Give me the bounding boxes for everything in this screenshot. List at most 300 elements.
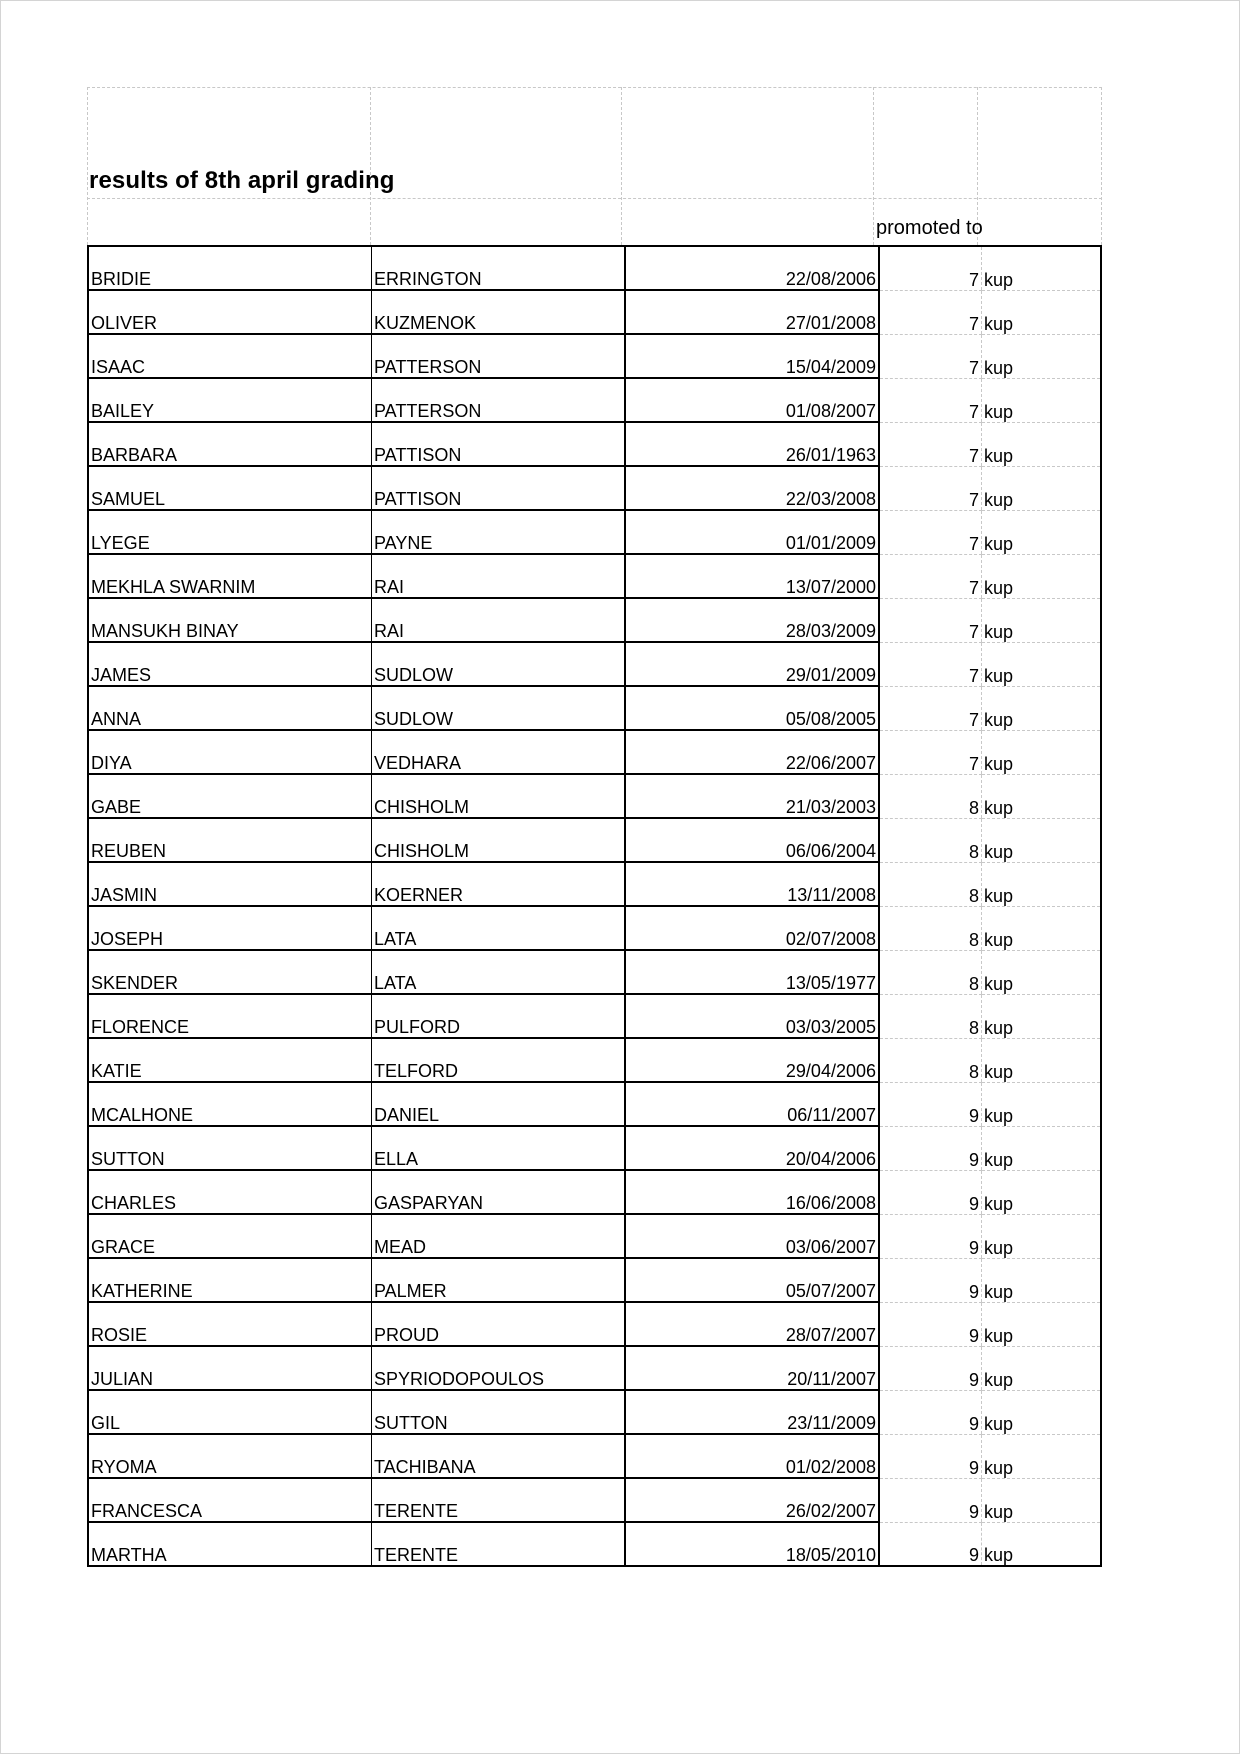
first-name-cell	[88, 774, 372, 818]
first-name-cell	[88, 1214, 372, 1258]
date-of-birth-text: 22/08/2006	[785, 269, 876, 289]
last-name-cell	[372, 818, 626, 862]
first-name-cell	[88, 1346, 372, 1390]
grade-unit-cell	[982, 1214, 1102, 1258]
first-name-cell	[88, 1038, 372, 1082]
date-of-birth-cell	[625, 290, 879, 334]
first-name-text: SAMUEL	[91, 489, 166, 509]
table-row	[88, 1258, 1101, 1302]
first-name-cell	[88, 1522, 372, 1566]
grade-unit-cell	[982, 818, 1102, 862]
last-name-cell	[372, 598, 626, 642]
last-name-text: KOERNER	[374, 885, 464, 905]
table-row	[88, 730, 1101, 774]
grade-unit-text: kup	[984, 1369, 1014, 1390]
first-name-cell	[88, 1082, 372, 1126]
last-name-text: RAI	[374, 577, 405, 597]
first-name-cell	[88, 686, 372, 730]
grade-number-text: 9	[968, 1369, 979, 1390]
grade-unit-text: kup	[984, 1061, 1014, 1082]
table-row	[88, 1346, 1101, 1390]
gridline	[87, 87, 1102, 88]
last-name-text: LATA	[374, 973, 417, 993]
grade-unit-cell	[982, 950, 1102, 994]
table-row	[88, 554, 1101, 598]
grade-number-cell	[879, 1170, 982, 1214]
first-name-cell	[88, 1434, 372, 1478]
first-name-cell	[88, 1478, 372, 1522]
grade-number-text: 7	[968, 357, 979, 378]
first-name-cell	[88, 994, 372, 1038]
grade-number-cell	[879, 950, 982, 994]
last-name-cell	[372, 1390, 626, 1434]
grade-number-cell	[879, 1390, 982, 1434]
first-name-text: BARBARA	[91, 445, 178, 465]
first-name-text: JASMIN	[91, 885, 158, 905]
grade-unit-cell	[982, 1390, 1102, 1434]
grade-unit-text: kup	[984, 269, 1014, 290]
date-of-birth-cell	[625, 1478, 879, 1522]
date-of-birth-text: 28/07/2007	[785, 1325, 876, 1345]
last-name-cell	[372, 1038, 626, 1082]
date-of-birth-text: 06/11/2007	[787, 1105, 876, 1125]
date-of-birth-text: 22/06/2007	[785, 753, 876, 773]
first-name-text: REUBEN	[91, 841, 167, 861]
grade-number-cell	[879, 686, 982, 730]
grade-unit-text: kup	[984, 1237, 1014, 1258]
table-row	[88, 466, 1101, 510]
first-name-cell	[88, 510, 372, 554]
first-name-text: MANSUKH BINAY	[91, 621, 239, 641]
grade-unit-text: kup	[984, 577, 1014, 598]
date-of-birth-text: 02/07/2008	[785, 929, 876, 949]
last-name-cell	[372, 378, 626, 422]
table-row	[88, 1522, 1101, 1566]
grade-unit-text: kup	[984, 489, 1014, 510]
last-name-text: PULFORD	[374, 1017, 461, 1037]
last-name-text: CHISHOLM	[374, 841, 470, 861]
date-of-birth-cell	[625, 1038, 879, 1082]
date-of-birth-text: 16/06/2008	[785, 1193, 876, 1213]
grade-unit-text: kup	[984, 665, 1014, 686]
date-of-birth-text: 01/02/2008	[785, 1457, 876, 1477]
table-row	[88, 598, 1101, 642]
last-name-text: RAI	[374, 621, 405, 641]
grade-unit-text: kup	[984, 709, 1014, 730]
gridline	[873, 87, 874, 245]
date-of-birth-text: 13/11/2008	[787, 885, 876, 905]
date-of-birth-text: 03/06/2007	[785, 1237, 876, 1257]
grade-number-text: 9	[968, 1545, 979, 1565]
last-name-text: PATTISON	[374, 445, 462, 465]
grade-number-text: 7	[968, 401, 979, 422]
date-of-birth-text: 26/01/1963	[785, 445, 876, 465]
grade-number-text: 8	[968, 797, 979, 818]
last-name-cell	[372, 1346, 626, 1390]
grade-unit-text: kup	[984, 1501, 1014, 1522]
grade-number-cell	[879, 818, 982, 862]
date-of-birth-cell	[625, 906, 879, 950]
table-row	[88, 1038, 1101, 1082]
first-name-text: ROSIE	[91, 1325, 148, 1345]
table-row	[88, 994, 1101, 1038]
first-name-text: CHARLES	[91, 1193, 177, 1213]
grade-unit-cell	[982, 1126, 1102, 1170]
date-of-birth-text: 03/03/2005	[785, 1017, 876, 1037]
date-of-birth-cell	[625, 1390, 879, 1434]
last-name-text: ELLA	[374, 1149, 419, 1169]
grade-unit-text: kup	[984, 533, 1014, 554]
last-name-cell	[372, 1434, 626, 1478]
last-name-cell	[372, 642, 626, 686]
first-name-cell	[88, 422, 372, 466]
grade-number-text: 8	[968, 841, 979, 862]
first-name-cell	[88, 642, 372, 686]
first-name-text: DIYA	[91, 753, 132, 773]
table-row	[88, 334, 1101, 378]
date-of-birth-text: 20/04/2006	[785, 1149, 876, 1169]
date-of-birth-cell	[625, 730, 879, 774]
first-name-text: SKENDER	[91, 973, 179, 993]
grade-unit-text: kup	[984, 445, 1014, 466]
grade-number-text: 8	[968, 1061, 979, 1082]
grade-number-text: 7	[968, 709, 979, 730]
first-name-cell	[88, 1390, 372, 1434]
last-name-text: GASPARYAN	[374, 1193, 484, 1213]
last-name-cell	[372, 1522, 626, 1566]
date-of-birth-text: 13/05/1977	[785, 973, 876, 993]
date-of-birth-text: 26/02/2007	[785, 1501, 876, 1521]
date-of-birth-cell	[625, 466, 879, 510]
last-name-cell	[372, 510, 626, 554]
gridline	[87, 198, 1102, 199]
grade-number-cell	[879, 1302, 982, 1346]
grade-number-cell	[879, 246, 982, 290]
first-name-cell	[88, 466, 372, 510]
grade-number-text: 9	[968, 1501, 979, 1522]
table-row	[88, 1214, 1101, 1258]
grade-unit-text: kup	[984, 753, 1014, 774]
last-name-text: DANIEL	[374, 1105, 440, 1125]
grade-unit-cell	[982, 290, 1102, 334]
date-of-birth-cell	[625, 510, 879, 554]
last-name-cell	[372, 774, 626, 818]
grade-unit-cell	[982, 378, 1102, 422]
date-of-birth-cell	[625, 950, 879, 994]
table-row	[88, 1390, 1101, 1434]
first-name-cell	[88, 1302, 372, 1346]
last-name-text: ERRINGTON	[374, 269, 482, 289]
last-name-cell	[372, 730, 626, 774]
last-name-text: PATTISON	[374, 489, 462, 509]
grade-unit-cell	[982, 1302, 1102, 1346]
first-name-cell	[88, 378, 372, 422]
last-name-cell	[372, 1478, 626, 1522]
grade-number-text: 7	[968, 665, 979, 686]
date-of-birth-cell	[625, 334, 879, 378]
grade-number-text: 7	[968, 489, 979, 510]
first-name-text: MARTHA	[91, 1545, 167, 1565]
grade-number-text: 9	[968, 1149, 979, 1170]
last-name-text: SUDLOW	[374, 709, 454, 729]
grade-unit-text: kup	[984, 401, 1014, 422]
date-of-birth-text: 23/11/2009	[787, 1413, 876, 1433]
grade-unit-text: kup	[984, 1325, 1014, 1346]
grade-unit-cell	[982, 466, 1102, 510]
grade-number-cell	[879, 1214, 982, 1258]
last-name-text: MEAD	[374, 1237, 427, 1257]
grade-unit-cell	[982, 1082, 1102, 1126]
first-name-text: JULIAN	[91, 1369, 154, 1389]
table-row	[88, 1126, 1101, 1170]
grade-unit-text: kup	[984, 1193, 1014, 1214]
grade-number-cell	[879, 994, 982, 1038]
last-name-text: PATTERSON	[374, 401, 482, 421]
grade-unit-cell	[982, 1522, 1102, 1566]
first-name-cell	[88, 598, 372, 642]
last-name-text: TERENTE	[374, 1545, 459, 1565]
first-name-text: ISAAC	[91, 357, 146, 377]
first-name-text: LYEGE	[91, 533, 150, 553]
grade-unit-text: kup	[984, 1545, 1014, 1565]
first-name-cell	[88, 950, 372, 994]
first-name-text: FRANCESCA	[91, 1501, 203, 1521]
grade-unit-cell	[982, 598, 1102, 642]
first-name-cell	[88, 554, 372, 598]
date-of-birth-cell	[625, 642, 879, 686]
grade-number-text: 7	[968, 313, 979, 334]
grade-unit-cell	[982, 994, 1102, 1038]
grade-unit-cell	[982, 774, 1102, 818]
grade-unit-cell	[982, 730, 1102, 774]
first-name-text: MCALHONE	[91, 1105, 194, 1125]
gridline	[87, 87, 88, 245]
last-name-cell	[372, 1258, 626, 1302]
date-of-birth-cell	[625, 554, 879, 598]
grade-number-text: 9	[968, 1193, 979, 1214]
last-name-text: TACHIBANA	[374, 1457, 476, 1477]
last-name-cell	[372, 1302, 626, 1346]
first-name-text: GABE	[91, 797, 142, 817]
first-name-text: GIL	[91, 1413, 121, 1433]
date-of-birth-cell	[625, 1082, 879, 1126]
date-of-birth-text: 01/08/2007	[785, 401, 876, 421]
grade-number-cell	[879, 1522, 982, 1566]
grade-unit-text: kup	[984, 929, 1014, 950]
last-name-cell	[372, 906, 626, 950]
grade-number-text: 7	[968, 577, 979, 598]
last-name-cell	[372, 422, 626, 466]
table-row	[88, 686, 1101, 730]
date-of-birth-text: 15/04/2009	[785, 357, 876, 377]
grade-unit-cell	[982, 906, 1102, 950]
grade-number-text: 7	[968, 533, 979, 554]
last-name-cell	[372, 1214, 626, 1258]
date-of-birth-text: 27/01/2008	[785, 313, 876, 333]
grade-unit-cell	[982, 1346, 1102, 1390]
table-row	[88, 378, 1101, 422]
first-name-text: KATIE	[91, 1061, 142, 1081]
grade-number-cell	[879, 642, 982, 686]
last-name-cell	[372, 1082, 626, 1126]
first-name-text: SUTTON	[91, 1149, 165, 1169]
grade-unit-cell	[982, 686, 1102, 730]
date-of-birth-cell	[625, 598, 879, 642]
grade-number-cell	[879, 378, 982, 422]
date-of-birth-cell	[625, 1170, 879, 1214]
table-row	[88, 642, 1101, 686]
last-name-text: VEDHARA	[374, 753, 462, 773]
first-name-text: KATHERINE	[91, 1281, 193, 1301]
first-name-cell	[88, 730, 372, 774]
date-of-birth-cell	[625, 862, 879, 906]
table-row	[88, 1082, 1101, 1126]
grade-unit-text: kup	[984, 885, 1014, 906]
grade-unit-cell	[982, 1258, 1102, 1302]
last-name-text: PROUD	[374, 1325, 440, 1345]
grade-number-cell	[879, 510, 982, 554]
last-name-text: LATA	[374, 929, 417, 949]
first-name-text: GRACE	[91, 1237, 156, 1257]
first-name-cell	[88, 862, 372, 906]
last-name-cell	[372, 950, 626, 994]
grade-number-cell	[879, 1038, 982, 1082]
grade-unit-cell	[982, 334, 1102, 378]
last-name-cell	[372, 1170, 626, 1214]
grade-number-cell	[879, 730, 982, 774]
first-name-cell	[88, 334, 372, 378]
table-row	[88, 950, 1101, 994]
grade-unit-cell	[982, 1170, 1102, 1214]
date-of-birth-cell	[625, 1434, 879, 1478]
last-name-text: PALMER	[374, 1281, 447, 1301]
first-name-cell	[88, 1258, 372, 1302]
table-row	[88, 818, 1101, 862]
grade-unit-cell	[982, 422, 1102, 466]
grade-unit-text: kup	[984, 1413, 1014, 1434]
grade-number-text: 8	[968, 929, 979, 950]
grade-number-text: 8	[968, 885, 979, 906]
last-name-cell	[372, 862, 626, 906]
first-name-cell	[88, 1126, 372, 1170]
results-table-body	[88, 246, 1101, 1566]
grade-unit-text: kup	[984, 1017, 1014, 1038]
last-name-cell	[372, 466, 626, 510]
date-of-birth-cell	[625, 246, 879, 290]
grade-number-text: 9	[968, 1325, 979, 1346]
last-name-cell	[372, 686, 626, 730]
grade-unit-cell	[982, 1478, 1102, 1522]
table-row	[88, 1434, 1101, 1478]
grade-unit-text: kup	[984, 1149, 1014, 1170]
grade-number-cell	[879, 862, 982, 906]
grade-number-cell	[879, 774, 982, 818]
first-name-cell	[88, 906, 372, 950]
grade-unit-cell	[982, 1038, 1102, 1082]
first-name-text: JAMES	[91, 665, 152, 685]
table-row	[88, 290, 1101, 334]
table-row	[88, 510, 1101, 554]
date-of-birth-text: 28/03/2009	[785, 621, 876, 641]
grade-unit-text: kup	[984, 1281, 1014, 1302]
column-header-promoted-to: promoted to	[876, 217, 983, 239]
date-of-birth-text: 05/08/2005	[785, 709, 876, 729]
date-of-birth-text: 22/03/2008	[785, 489, 876, 509]
last-name-text: SUTTON	[374, 1413, 448, 1433]
date-of-birth-cell	[625, 994, 879, 1038]
grade-unit-cell	[982, 862, 1102, 906]
last-name-cell	[372, 554, 626, 598]
date-of-birth-cell	[625, 774, 879, 818]
last-name-text: TELFORD	[374, 1061, 459, 1081]
first-name-cell	[88, 246, 372, 290]
grade-unit-text: kup	[984, 621, 1014, 642]
last-name-cell	[372, 246, 626, 290]
grade-number-text: 7	[968, 621, 979, 642]
grade-number-text: 9	[968, 1237, 979, 1258]
last-name-text: SPYRIODOPOULOS	[374, 1369, 545, 1389]
grade-number-cell	[879, 1258, 982, 1302]
grade-unit-text: kup	[984, 1457, 1014, 1478]
last-name-text: PAYNE	[374, 533, 433, 553]
grade-number-text: 7	[968, 753, 979, 774]
grade-unit-cell	[982, 642, 1102, 686]
grade-unit-text: kup	[984, 841, 1014, 862]
grade-unit-text: kup	[984, 797, 1014, 818]
first-name-cell	[88, 1170, 372, 1214]
table-row	[88, 422, 1101, 466]
grade-number-cell	[879, 1082, 982, 1126]
first-name-text: ANNA	[91, 709, 142, 729]
grade-number-cell	[879, 906, 982, 950]
date-of-birth-text: 06/06/2004	[785, 841, 876, 861]
grade-number-cell	[879, 598, 982, 642]
table-row	[88, 862, 1101, 906]
grade-number-cell	[879, 1478, 982, 1522]
grade-unit-cell	[982, 554, 1102, 598]
last-name-text: PATTERSON	[374, 357, 482, 377]
grade-number-text: 9	[968, 1413, 979, 1434]
grade-number-text: 8	[968, 1017, 979, 1038]
date-of-birth-text: 21/03/2003	[785, 797, 876, 817]
table-row	[88, 1478, 1101, 1522]
last-name-cell	[372, 334, 626, 378]
last-name-text: SUDLOW	[374, 665, 454, 685]
grade-number-cell	[879, 422, 982, 466]
table-row	[88, 906, 1101, 950]
gridline	[1101, 87, 1102, 245]
gridline	[621, 87, 622, 245]
grade-number-cell	[879, 290, 982, 334]
date-of-birth-text: 29/01/2009	[785, 665, 876, 685]
last-name-cell	[372, 290, 626, 334]
grade-number-cell	[879, 554, 982, 598]
grade-unit-cell	[982, 510, 1102, 554]
date-of-birth-cell	[625, 1346, 879, 1390]
grade-unit-text: kup	[984, 1105, 1014, 1126]
date-of-birth-cell	[625, 1302, 879, 1346]
grade-number-cell	[879, 466, 982, 510]
first-name-text: RYOMA	[91, 1457, 157, 1477]
date-of-birth-text: 13/07/2000	[785, 577, 876, 597]
results-table	[87, 245, 1102, 1567]
grade-unit-text: kup	[984, 973, 1014, 994]
date-of-birth-cell	[625, 818, 879, 862]
grade-number-cell	[879, 1126, 982, 1170]
date-of-birth-cell	[625, 422, 879, 466]
last-name-text: TERENTE	[374, 1501, 459, 1521]
spreadsheet-printout	[87, 87, 1102, 1565]
